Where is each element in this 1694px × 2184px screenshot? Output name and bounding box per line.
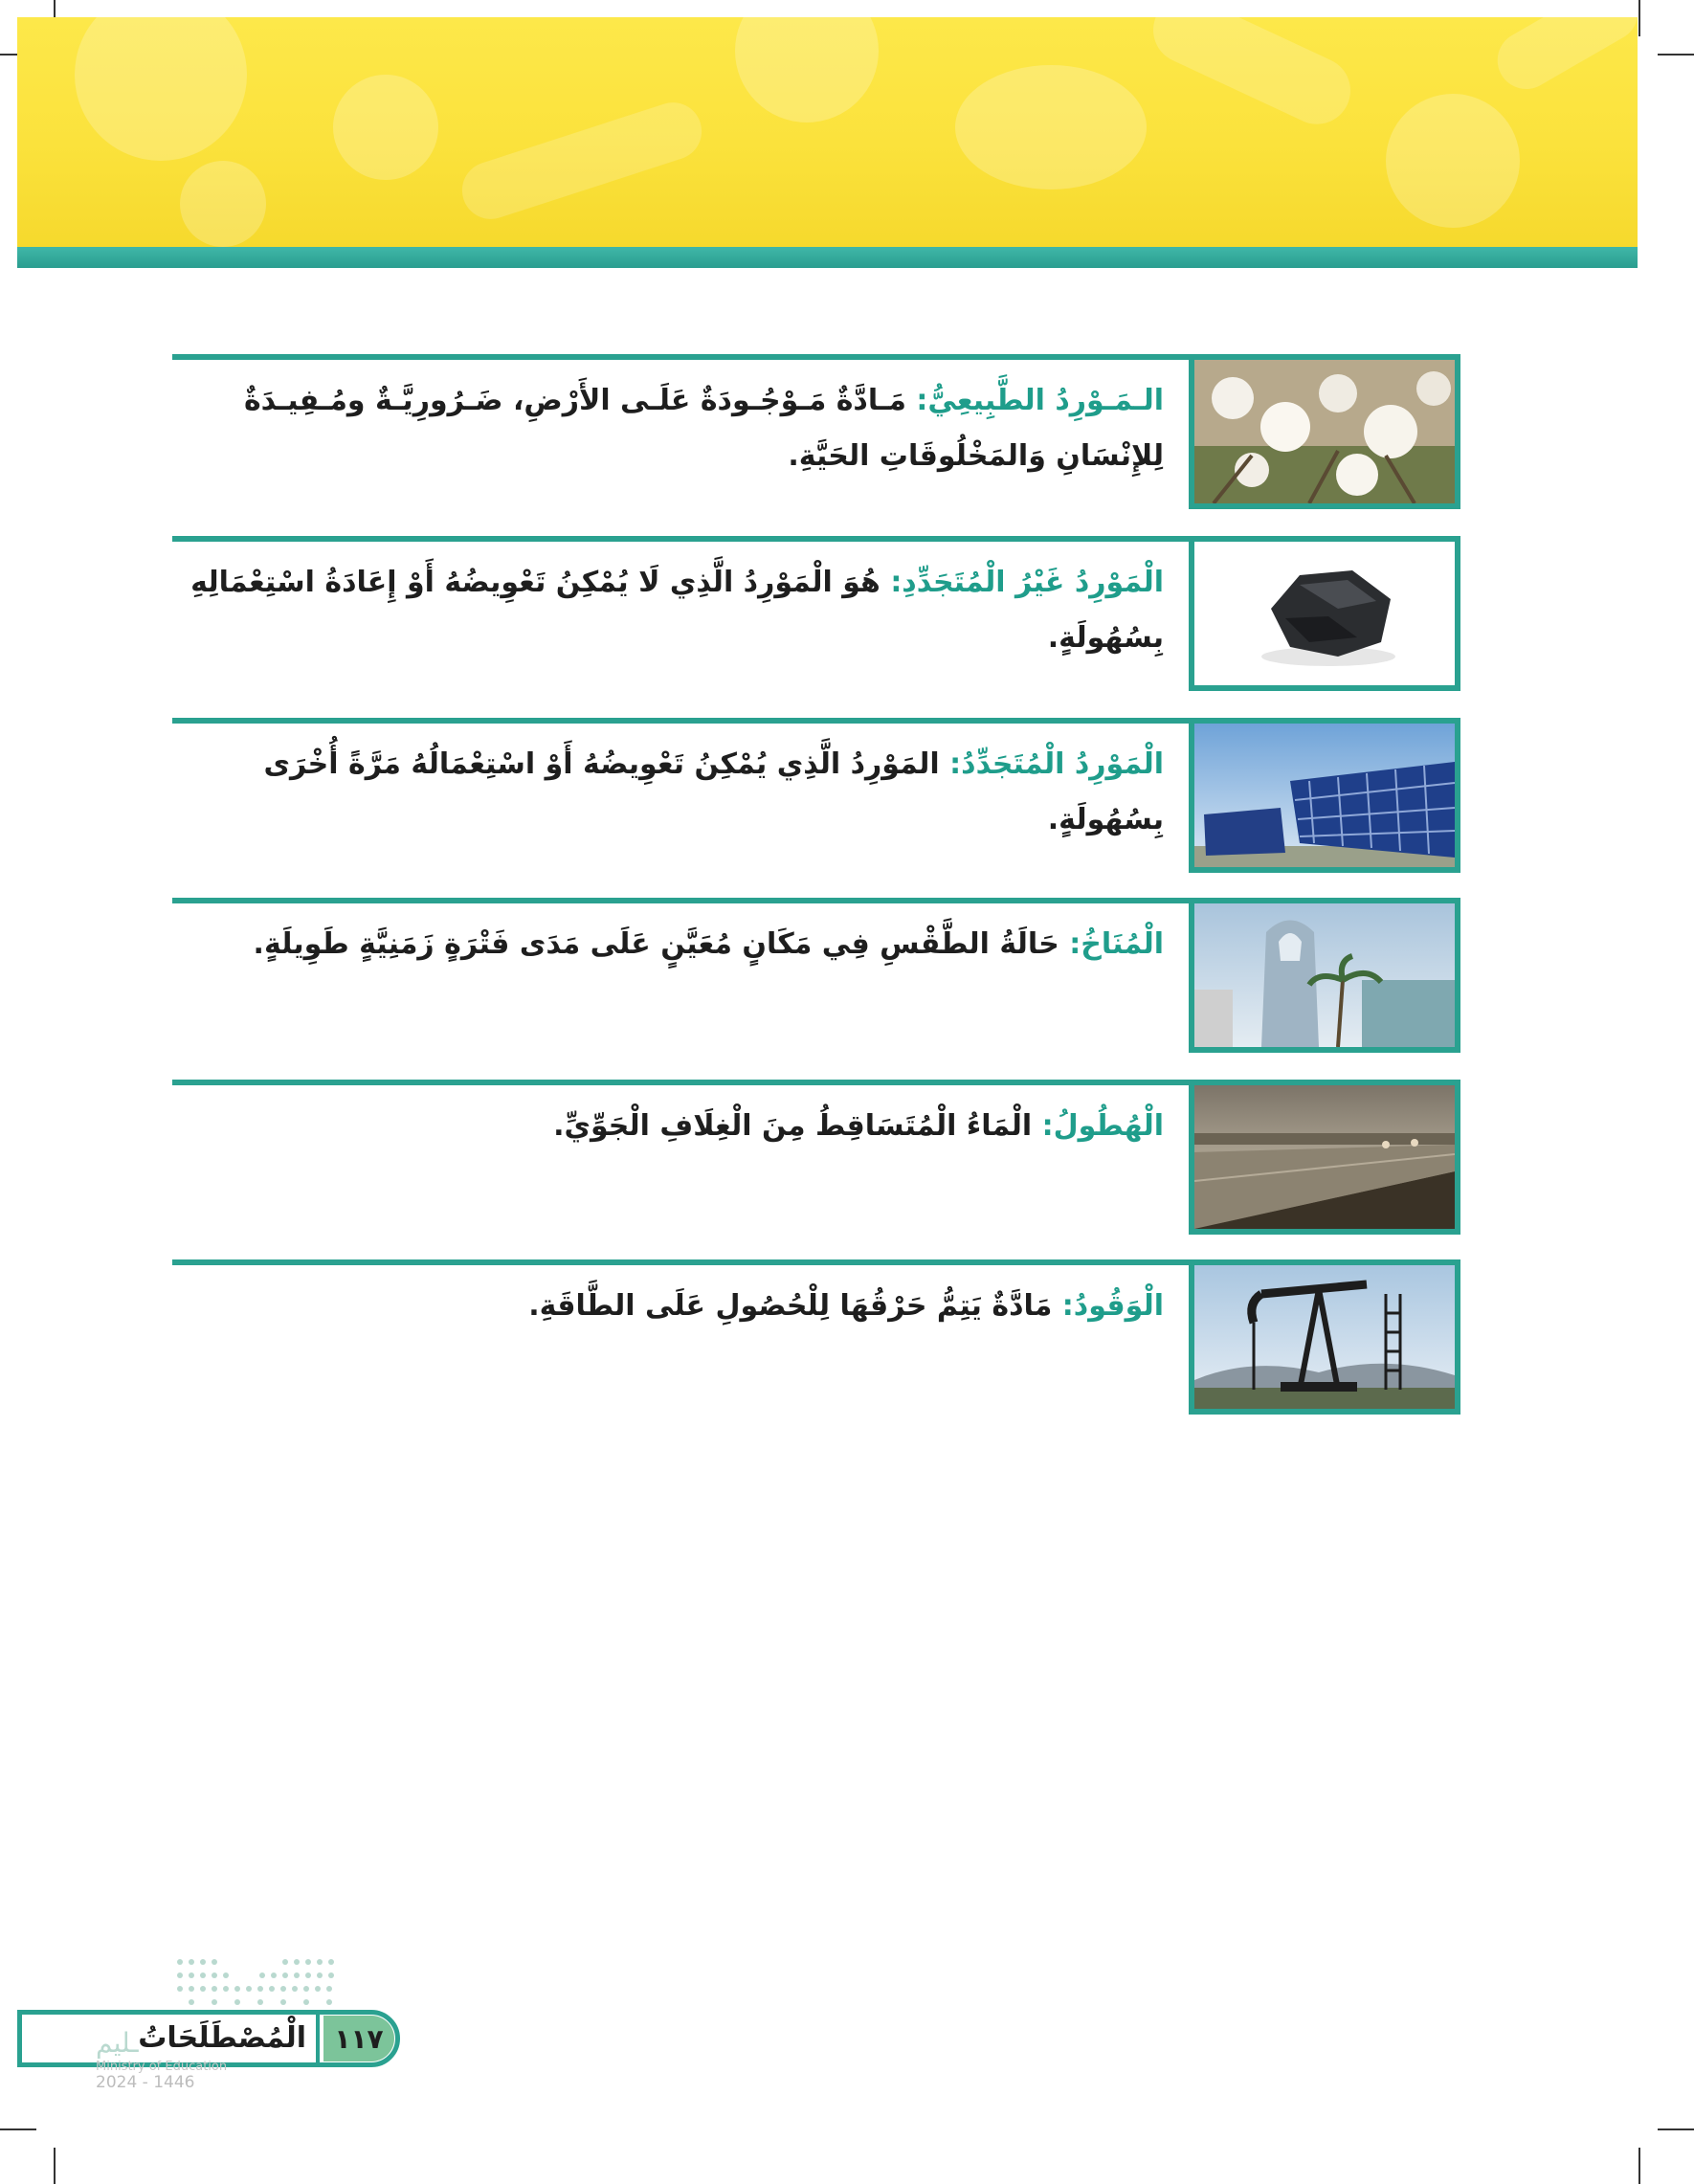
term-entry: [172, 1080, 1460, 1235]
crop-mark: [0, 2128, 36, 2130]
crop-mark: [54, 2148, 56, 2184]
term-text: [172, 917, 1164, 972]
term-entry: [172, 536, 1460, 691]
crop-mark: [1638, 0, 1640, 36]
term-entry: [172, 718, 1460, 873]
term-divider: [172, 1080, 1192, 1085]
term-title: الْهُطُولُ:: [1041, 1109, 1164, 1143]
term-divider: [172, 898, 1192, 903]
term-divider: [172, 354, 1192, 360]
term-entry: [172, 354, 1460, 509]
term-divider: [172, 536, 1192, 542]
term-title: الْوَقُودُ:: [1061, 1289, 1164, 1323]
edition-year: 2024 - 1446: [96, 2073, 195, 2092]
term-divider: [172, 1259, 1192, 1265]
term-text: [172, 1099, 1164, 1154]
cotton-plant-photo: [1189, 354, 1460, 509]
ministry-watermark: ـليم: [96, 2027, 139, 2059]
ministry-watermark-sub: Ministry of Education: [96, 2060, 228, 2074]
section-title: الْمُصْطَلَحَاتُ: [138, 2021, 306, 2055]
term-definition: حَالَةُ الطَّقْسِ فِي مَكَانٍ مُعَيَّنٍ عَلَى مَدَى فَتْرَةٍ زَمَنِيَّةٍ طَوِيلَةٍ.: [253, 927, 1070, 961]
term-text: [172, 1279, 1164, 1334]
footer-divider: [316, 2014, 320, 2063]
term-entry: [172, 1259, 1460, 1415]
term-text: [172, 373, 1164, 484]
term-title: الْمَوْرِدُ غَيْرُ الْمُتَجَدِّدِ:: [890, 566, 1164, 599]
header-stripe: [17, 247, 1638, 268]
oil-pump-photo: [1189, 1259, 1460, 1415]
term-definition: المَوْرِدُ الَّذِي يُمْكِنُ تَعْوِيضُهُ أَوْ اسْتِعْمَالُهُ مَرَّةً أُخْرَى بِسُهُولَةٍ.: [263, 747, 1164, 836]
solar-panels-photo: [1189, 718, 1460, 873]
page-number: ١١٧: [323, 2016, 394, 2061]
term-title: الْمَوْرِدُ الْمُتَجَدِّدُ:: [949, 747, 1164, 781]
city-tower-photo: [1189, 898, 1460, 1053]
crop-mark: [1658, 54, 1694, 56]
term-entry: [172, 898, 1460, 1053]
term-definition: هُوَ الْمَوْرِدُ الَّذِي لَا يُمْكِنُ تَعْوِيضُهُ أَوْ إِعَادَةُ اسْتِعْمَالِهِ بِسُهُولَةٍ.: [190, 566, 1164, 655]
crop-mark: [1658, 2128, 1694, 2130]
header-banner: [17, 17, 1638, 247]
term-definition: مَـادَّةٌ مَـوْجُـودَةٌ عَلَـى الأَرْضِ، ضَـرُورِيَّـةٌ ومُـفِيـدَةٌ لِلإِنْسَانِ وَالمَخْلُوقَاتِ الحَيَّةِ.: [243, 384, 1164, 473]
coal-lump-photo: [1189, 536, 1460, 691]
term-text: [172, 555, 1164, 666]
crop-mark: [1638, 2148, 1640, 2184]
term-title: الـمَـوْرِدُ الطَّبِيعِيُّ:: [916, 384, 1164, 417]
ministry-logo-dots: [170, 1952, 343, 2008]
term-divider: [172, 718, 1192, 724]
term-definition: مَادَّةٌ يَتِمُّ حَرْقُهَا لِلْحُصُولِ عَلَى الطَّاقَةِ.: [528, 1289, 1062, 1323]
term-definition: الْمَاءُ الْمُتَسَاقِطُ مِنَ الْغِلَافِ الْجَوِّيِّ.: [553, 1109, 1042, 1143]
term-title: الْمُنَاخُ:: [1069, 927, 1164, 961]
term-text: [172, 737, 1164, 848]
rainy-road-photo: [1189, 1080, 1460, 1235]
